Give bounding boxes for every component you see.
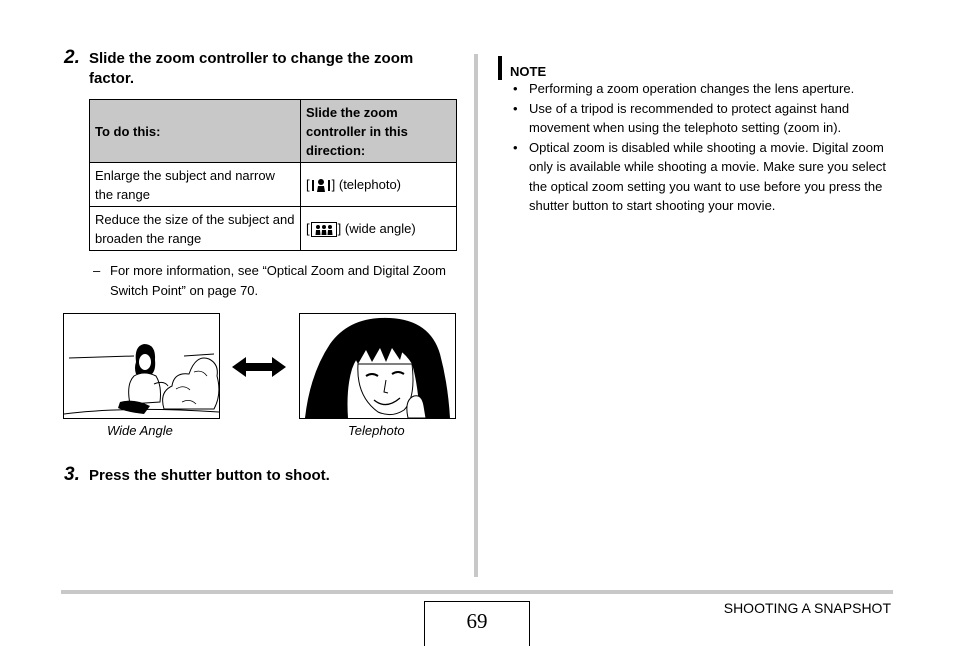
table-cell-action: Reduce the size of the subject and broaden the range <box>90 207 301 251</box>
wide-angle-icon <box>311 222 337 237</box>
table-cell-direction: [ ] (wide angle) <box>301 207 457 251</box>
table-cell-action: Enlarge the subject and narrow the range <box>90 163 301 207</box>
telephoto-caption: Telephoto <box>348 423 405 438</box>
list-item: • Use of a tripod is recommended to protect against hand movement when using the telephoto setting (zoom in). <box>510 99 890 138</box>
wide-angle-illustration <box>63 313 220 419</box>
footer-rule <box>61 590 893 594</box>
table-cell-direction: [ ] (telephoto) <box>301 163 457 207</box>
table-header-direction: Slide the zoom controller in this direction: <box>301 100 457 163</box>
telephoto-label: (telephoto) <box>338 177 402 192</box>
step-3-title: Press the shutter button to shoot. <box>89 467 330 484</box>
wide-angle-caption: Wide Angle <box>107 423 173 438</box>
telephoto-picture <box>300 314 455 418</box>
column-divider <box>474 54 478 577</box>
page-number: 69 <box>424 601 530 646</box>
table-row <box>90 163 457 207</box>
list-item: • Performing a zoom operation changes the lens aperture. <box>510 79 890 99</box>
wide-angle-picture <box>64 314 219 418</box>
telephoto-illustration <box>299 313 456 419</box>
step-3-number: 3. <box>64 464 80 485</box>
list-item: • Optical zoom is disabled while shooting a movie. Digital zoom only is available while shooting a movie. Make sure you select the optical zoom setting you want to use before you press the shutter button to start shooting your movie. <box>510 138 890 216</box>
step-2-title: Slide the zoom controller to change the zoom factor. <box>89 50 414 87</box>
note-title: NOTE <box>510 64 547 79</box>
table-header-action: To do this: <box>90 100 301 163</box>
double-arrow-icon <box>232 356 286 378</box>
section-name: SHOOTING A SNAPSHOT <box>723 600 891 616</box>
note-bar <box>498 56 502 80</box>
dash-note <box>93 261 453 301</box>
telephoto-icon <box>311 178 331 193</box>
note-list <box>510 79 890 216</box>
table-row <box>90 207 457 251</box>
step-2-number: 2. <box>64 47 80 68</box>
dash-bullet: – <box>93 263 101 278</box>
zoom-direction-table <box>89 99 457 251</box>
dash-note-text: For more information, see “Optical Zoom and Digital Zoom Switch Point” on page 70. <box>110 263 446 298</box>
wide-angle-label: (wide angle) <box>344 221 416 236</box>
table-header-row <box>90 100 457 163</box>
